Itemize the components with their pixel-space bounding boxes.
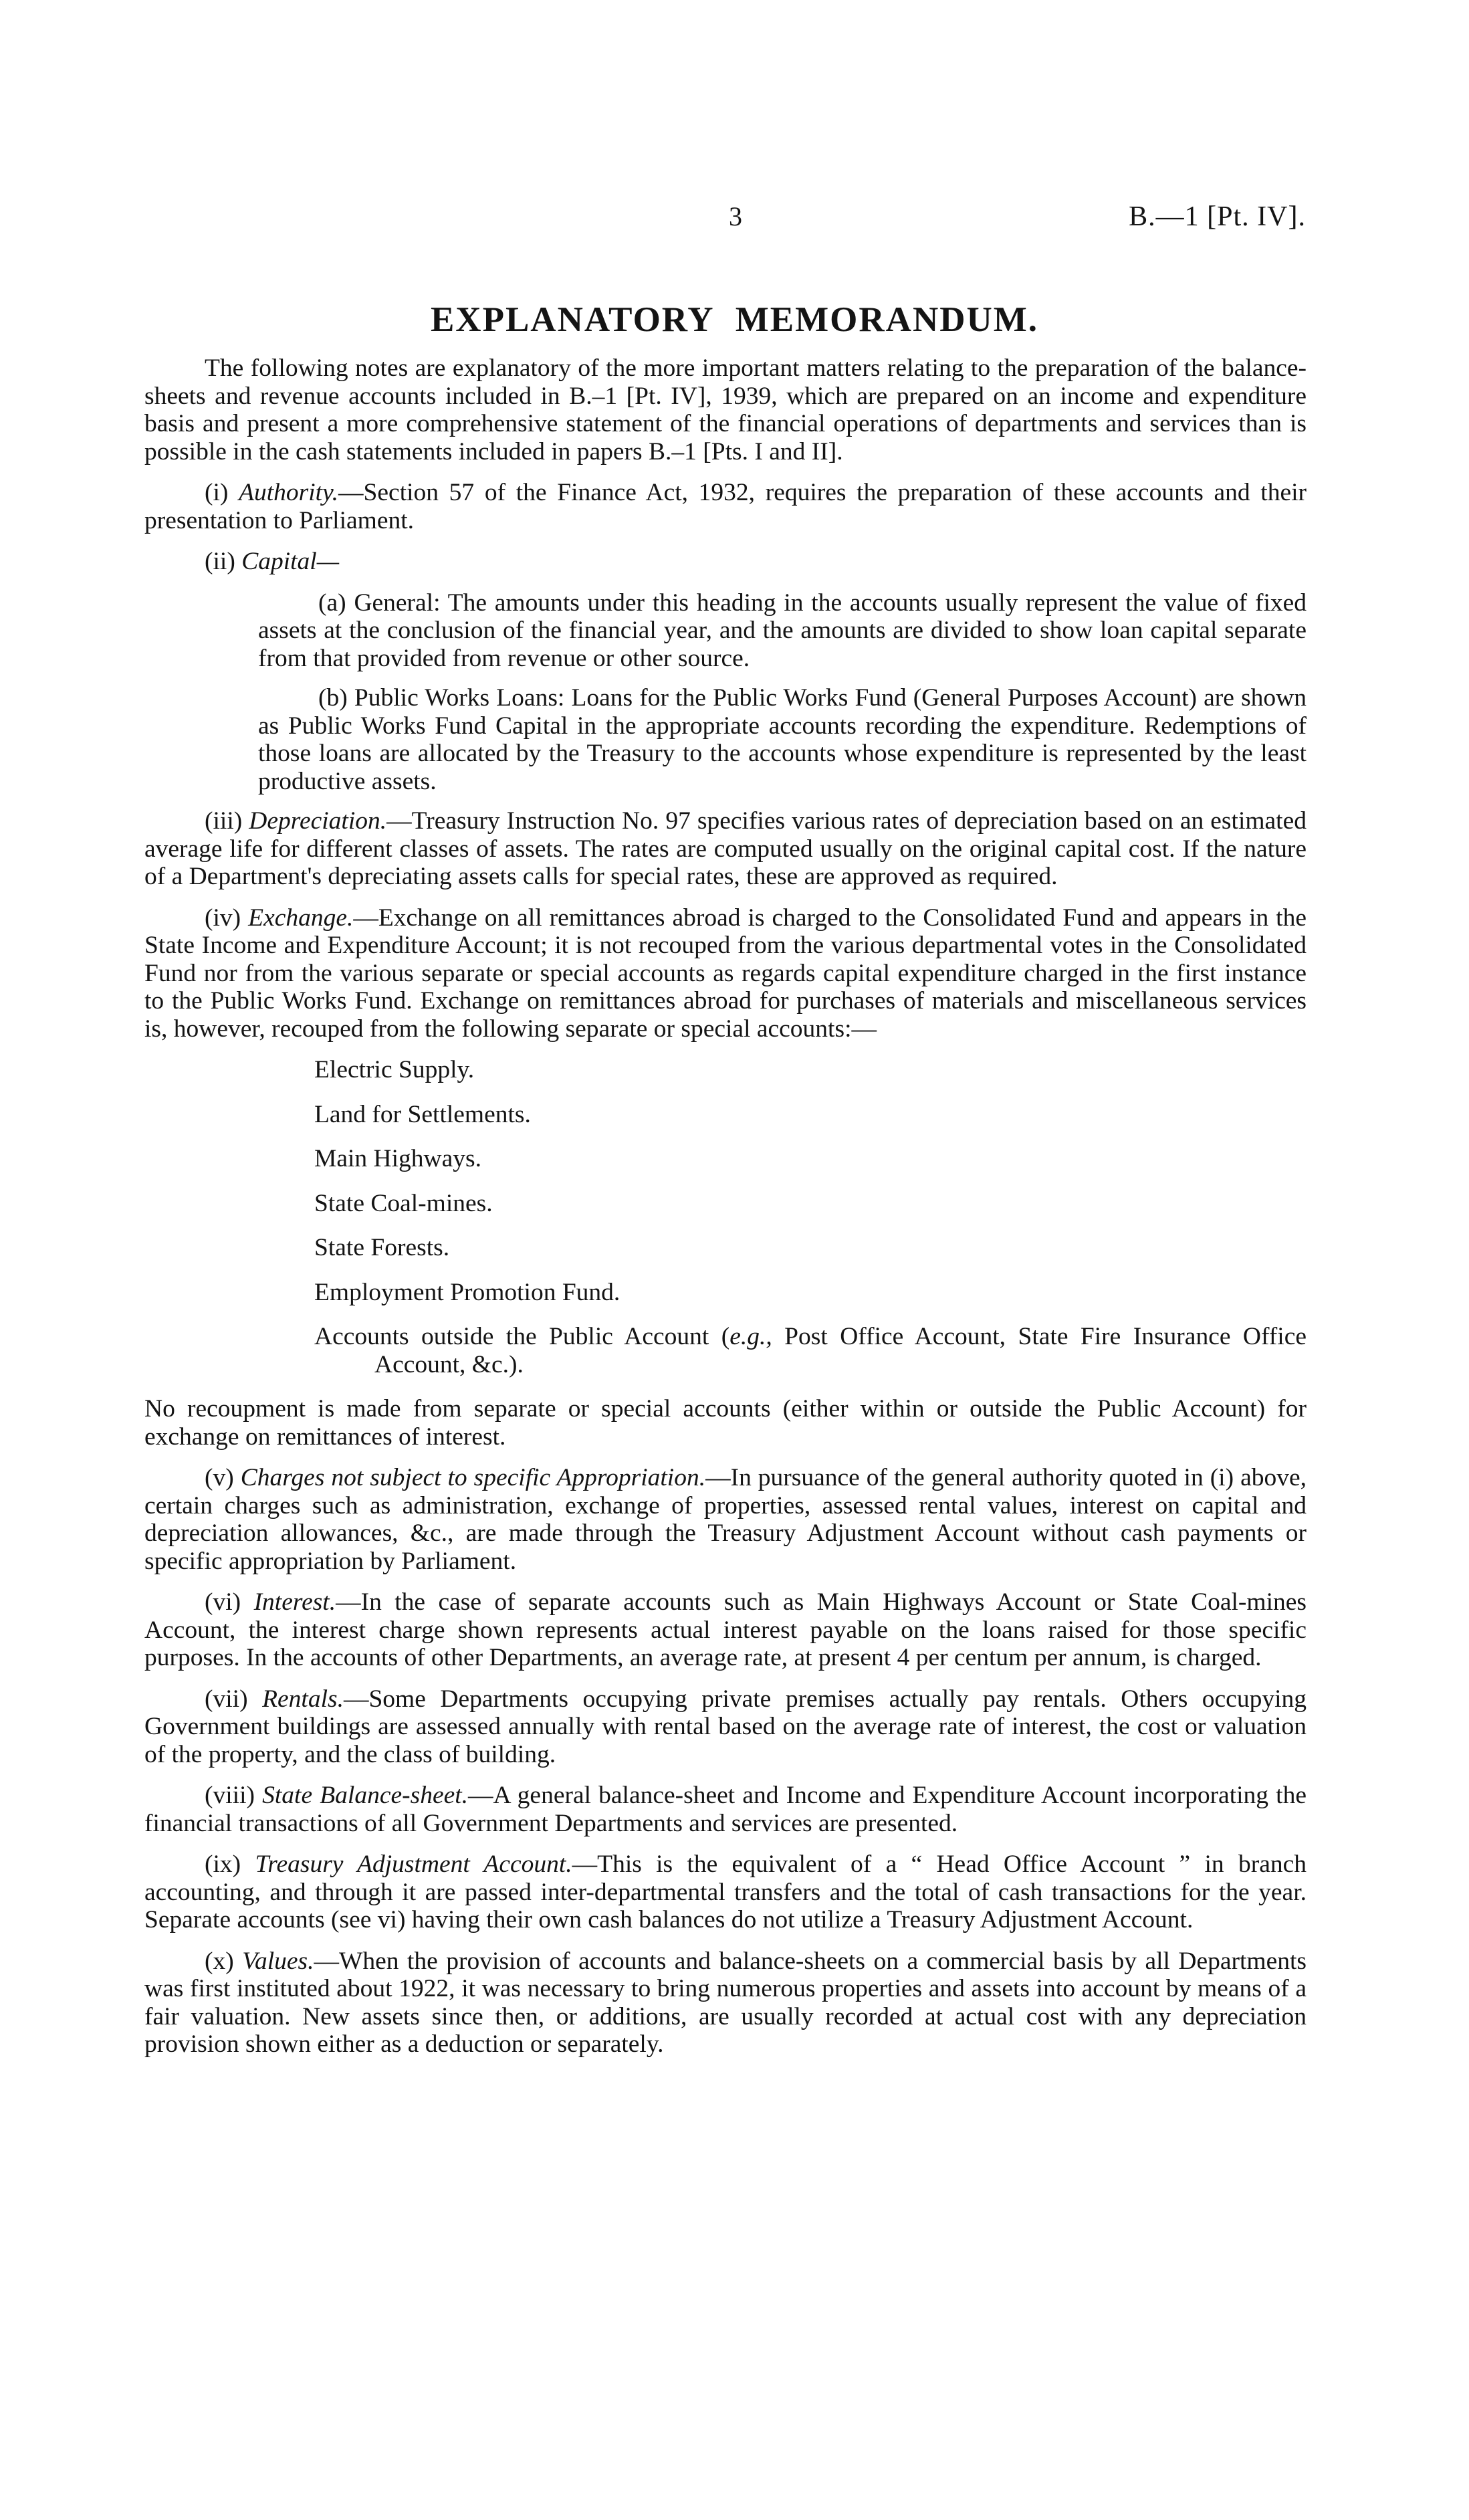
section-number: (vii) xyxy=(205,1685,248,1713)
subsection-text: Loans for the Public Works Fund (General Purposes Account) are shown as Public Works Fund Capital in the appropriate accounts recording the expenditure. Redemptions of those loans are allocated by the Treasury to the accounts whose expenditure is represented by the least productive assets. xyxy=(258,684,1307,795)
list-item: Employment Promotion Fund. xyxy=(314,1278,620,1306)
subsection-number: (b) xyxy=(318,684,348,712)
subsection-general xyxy=(258,589,1307,673)
section-number: (v) xyxy=(205,1464,234,1491)
section-capital xyxy=(144,548,1307,576)
subsection-heading: General: xyxy=(354,589,441,617)
section-rentals xyxy=(144,1685,1307,1769)
section-interest xyxy=(144,1588,1307,1672)
exchange-accounts-list xyxy=(144,1056,1307,1378)
section-text: —Treasury Instruction No. 97 specifies various rates of depreciation based on an estimated average life for different classes of assets. The rates are computed usually on the original capital cost. If the nature of a Department's depreciating assets calls for special rates, these are approved as required. xyxy=(144,807,1307,890)
section-text: —When the provision of accounts and balance-sheets on a commercial basis by all Departments was first instituted about 1922, it was necessary to bring numerous properties and assets into account by means of a fair valuation. New assets since then, or additions, are usually recorded at actual cost with any depreciation provision shown either as a deduction or separately. xyxy=(144,1947,1307,2058)
memorandum-body xyxy=(144,354,1307,2072)
subsection-text: The amounts under this heading in the accounts usually represent the value of fixed assets at the conclusion of the financial year, and the amounts are divided to show loan capital separate from that provided from revenue or other source. xyxy=(258,589,1307,672)
section-heading: Capital— xyxy=(241,548,340,575)
page-number: 3 xyxy=(729,201,742,231)
section-number: (ii) xyxy=(205,548,235,575)
exchange-note: No recoupment is made from separate or special accounts (either within or outside the Public Account) for exchange on remittances of interest. xyxy=(144,1395,1307,1451)
section-heading: Charges not subject to specific Appropriation. xyxy=(240,1464,706,1491)
list-item-example: e.g., xyxy=(729,1323,772,1350)
list-item: Main Highways. xyxy=(314,1145,481,1172)
list-item: Electric Supply. xyxy=(314,1056,475,1083)
list-item: State Forests. xyxy=(314,1234,450,1261)
section-text: —This is the equivalent of a “ Head Office Account ” in branch accounting, and through it are passed inter-departmental transfers and the total of cash transactions for the year. Separate accounts (see vi) having their own cash balances do not utilize a Treasury Adjustment Account. xyxy=(144,1851,1307,1933)
section-number: (vi) xyxy=(205,1588,241,1616)
section-number: (ix) xyxy=(205,1851,241,1878)
section-depreciation xyxy=(144,807,1307,891)
section-text: —In pursuance of the general authority quoted in (i) above, certain charges such as administration, exchange of properties, assessed rental values, interest on capital and depreciation allowances, &c., are made through the Treasury Adjustment Account without cash payments or specific appropriation by Parliament. xyxy=(144,1464,1307,1575)
section-heading: Values. xyxy=(242,1947,314,1975)
section-heading: Exchange. xyxy=(248,904,354,932)
list-item-text: Accounts outside the Public Account ( xyxy=(314,1323,730,1350)
section-treasury-adjustment-account xyxy=(144,1851,1307,1934)
intro-paragraph: The following notes are explanatory of the more important matters relating to the preparation of the balance-sheets and revenue accounts included in B.–1 [Pt. IV], 1939, which are prepared on an income and expenditure basis and present a more comprehensive statement of the financial operations of departments and services than is possible in the cash statements included in papers B.–1 [Pts. I and II]. xyxy=(144,354,1307,465)
document-reference: B.—1 [Pt. IV]. xyxy=(1129,201,1306,232)
section-heading: Treasury Adjustment Account. xyxy=(255,1851,572,1878)
list-item-text: Post Office Account, State Fire Insurance Office Account, &c.). xyxy=(374,1323,1307,1378)
section-state-balance-sheet xyxy=(144,1782,1307,1837)
subsection-public-works-loans xyxy=(258,684,1307,795)
section-text: —Exchange on all remittances abroad is charged to the Consolidated Fund and appears in the State Income and Expenditure Account; it is not recouped from the various departmental votes in the Consolidated Fund nor from the various separate or special accounts as regards capital expenditure charged in the first instance to the Public Works Fund. Exchange on remittances abroad for purchases of materials and miscellaneous services is, however, recouped from the following separate or special accounts:— xyxy=(144,904,1307,1043)
list-item: State Coal-mines. xyxy=(314,1189,493,1217)
section-heading: Authority. xyxy=(239,479,339,506)
section-number: (x) xyxy=(205,1947,234,1975)
section-heading: Rentals. xyxy=(262,1685,344,1713)
section-authority xyxy=(144,479,1307,534)
section-text: —Some Departments occupying private premises actually pay rentals. Others occupying Government buildings are assessed annually with rental based on the average rate of interest, the cost or valuation of the property, and the class of building. xyxy=(144,1685,1307,1768)
list-item xyxy=(314,1323,1307,1378)
section-number: (iii) xyxy=(205,807,243,835)
section-text: —In the case of separate accounts such as Main Highways Account or State Coal-mines Account, the interest charge shown represents actual interest payable on the loans raised for those specific purposes. In the accounts of other Departments, an average rate, at present 4 per centum per annum, is charged. xyxy=(144,1588,1307,1671)
section-text: —A general balance-sheet and Income and Expenditure Account incorporating the financial transactions of all Government Departments and services are presented. xyxy=(144,1782,1307,1837)
subsection-heading: Public Works Loans: xyxy=(354,684,565,712)
subsection-number: (a) xyxy=(318,589,346,617)
section-number: (iv) xyxy=(205,904,241,932)
section-charges xyxy=(144,1464,1307,1575)
list-item: Land for Settlements. xyxy=(314,1100,531,1128)
section-heading: Depreciation. xyxy=(249,807,387,835)
section-heading: State Balance-sheet. xyxy=(262,1782,469,1809)
section-exchange xyxy=(144,904,1307,1043)
section-values xyxy=(144,1948,1307,2059)
section-text: —Section 57 of the Finance Act, 1932, requires the preparation of these accounts and their presentation to Parliament. xyxy=(144,479,1307,534)
section-number: (viii) xyxy=(205,1782,255,1809)
page-title: EXPLANATORY MEMORANDUM. xyxy=(430,300,1039,339)
section-heading: Interest. xyxy=(253,1588,336,1616)
section-number: (i) xyxy=(205,479,229,506)
